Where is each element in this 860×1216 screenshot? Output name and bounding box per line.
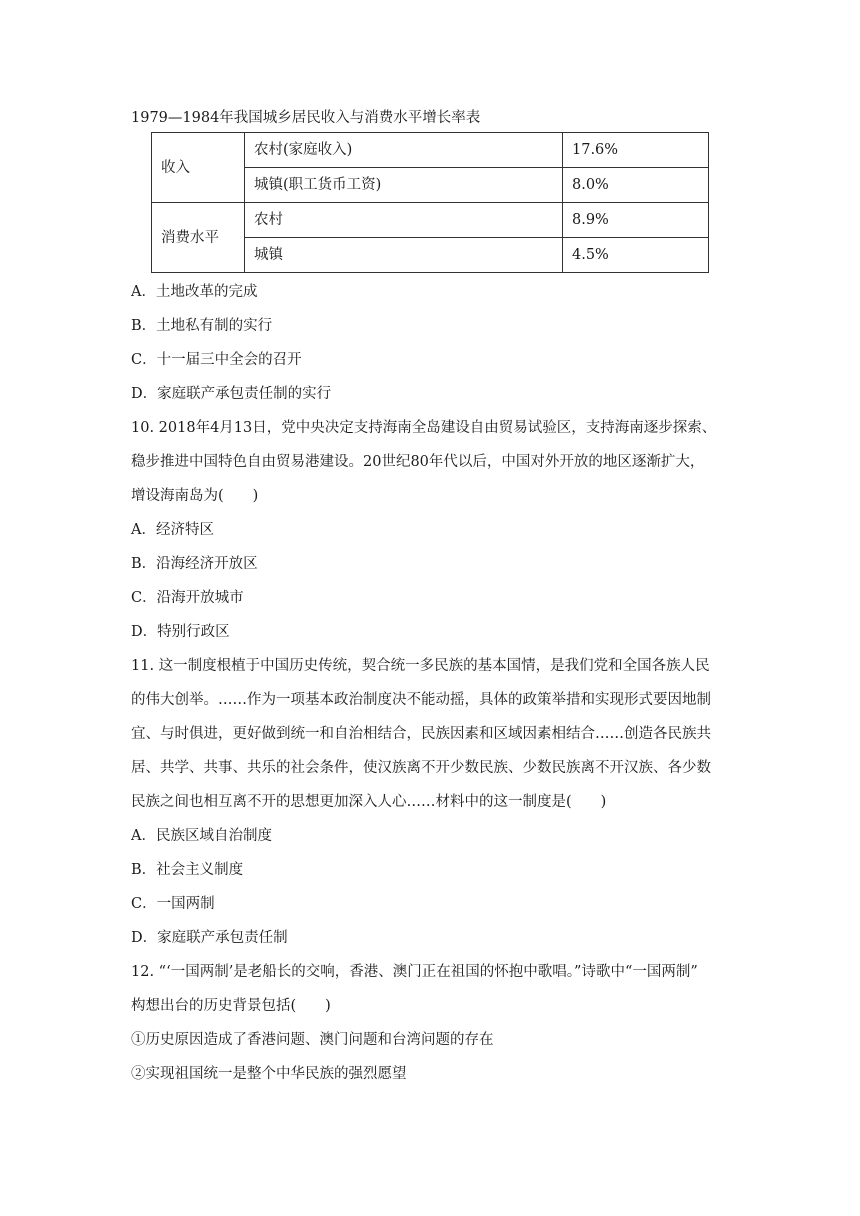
- table-row: [152, 133, 709, 168]
- question-stem-line: 构想出台的历史背景包括( ): [131, 998, 331, 1014]
- question-stem-line: 稳步推进中国特色自由贸易港建设。20世纪80年代以后，中国对外开放的地区逐渐扩大，: [131, 454, 705, 470]
- option-c: C．十一届三中全会的召开: [131, 352, 302, 368]
- income-consumption-table: [151, 132, 709, 273]
- page-content: [131, 108, 731, 1091]
- question-stem-line: 居、共学、共事、共乐的社会条件，使汉族离不开少数民族、少数民族离不开汉族、各少数: [131, 760, 711, 776]
- question-stem-line: 民族之间也相互离不开的思想更加深入人心……材料中的这一制度是( ): [131, 794, 607, 810]
- statement-1: ①历史原因造成了香港问题、澳门问题和台湾问题的存在: [131, 1032, 494, 1048]
- statement-2: ②实现祖国统一是整个中华民族的强烈愿望: [131, 1066, 407, 1082]
- option-b: B．社会主义制度: [131, 862, 244, 878]
- option-d: D．特别行政区: [131, 624, 230, 640]
- table-value-cell: 4.5%: [563, 238, 709, 273]
- table-item-cell: 城镇(职工货币工资): [245, 168, 563, 203]
- option-c: C．一国两制: [131, 896, 215, 912]
- table-caption: 1979—1984年我国城乡居民收入与消费水平增长率表: [131, 110, 481, 126]
- question-stem-line: 11. 这一制度根植于中国历史传统，契合统一多民族的基本国情，是我们党和全国各族人民: [131, 658, 710, 674]
- table-category-cell: 收入: [152, 133, 245, 203]
- table-item-cell: 城镇: [245, 238, 563, 273]
- table-value-cell: 8.0%: [563, 168, 709, 203]
- option-a: A．民族区域自治制度: [131, 828, 272, 844]
- question-stem-line: 12. “‘一国两制’是老船长的交响，香港、澳门正在祖国的怀抱中歌唱。”诗歌中“一国两制”: [131, 964, 698, 980]
- table-item-cell: 农村(家庭收入): [245, 133, 563, 168]
- option-d: D．家庭联产承包责任制的实行: [131, 386, 332, 402]
- option-b: B．沿海经济开放区: [131, 556, 258, 572]
- option-d: D．家庭联产承包责任制: [131, 930, 288, 946]
- question-11: [131, 649, 731, 955]
- table-category-cell: 消费水平: [152, 203, 245, 273]
- question-10: [131, 411, 731, 649]
- option-a: A．土地改革的完成: [131, 284, 258, 300]
- table-value-cell: 8.9%: [563, 203, 709, 238]
- table-row: [152, 203, 709, 238]
- question-stem-line: 宜、与时俱进，更好做到统一和自治相结合，民族因素和区域因素相结合……创造各民族共: [131, 726, 711, 742]
- table-value-cell: 17.6%: [563, 133, 709, 168]
- option-b: B．土地私有制的实行: [131, 318, 273, 334]
- question-stem-line: 增设海南岛为( ): [131, 488, 259, 504]
- option-a: A．经济特区: [131, 522, 214, 538]
- question-stem-line: 10. 2018年4月13日，党中央决定支持海南全岛建设自由贸易试验区，支持海南逐步探索、: [131, 420, 717, 436]
- table-item-cell: 农村: [245, 203, 563, 238]
- option-c: C．沿海开放城市: [131, 590, 244, 606]
- q9-options: [131, 275, 731, 411]
- question-12: [131, 955, 731, 1091]
- question-stem-line: 的伟大创举。……作为一项基本政治制度决不能动摇，具体的政策举措和实现形式要因地制: [131, 692, 711, 708]
